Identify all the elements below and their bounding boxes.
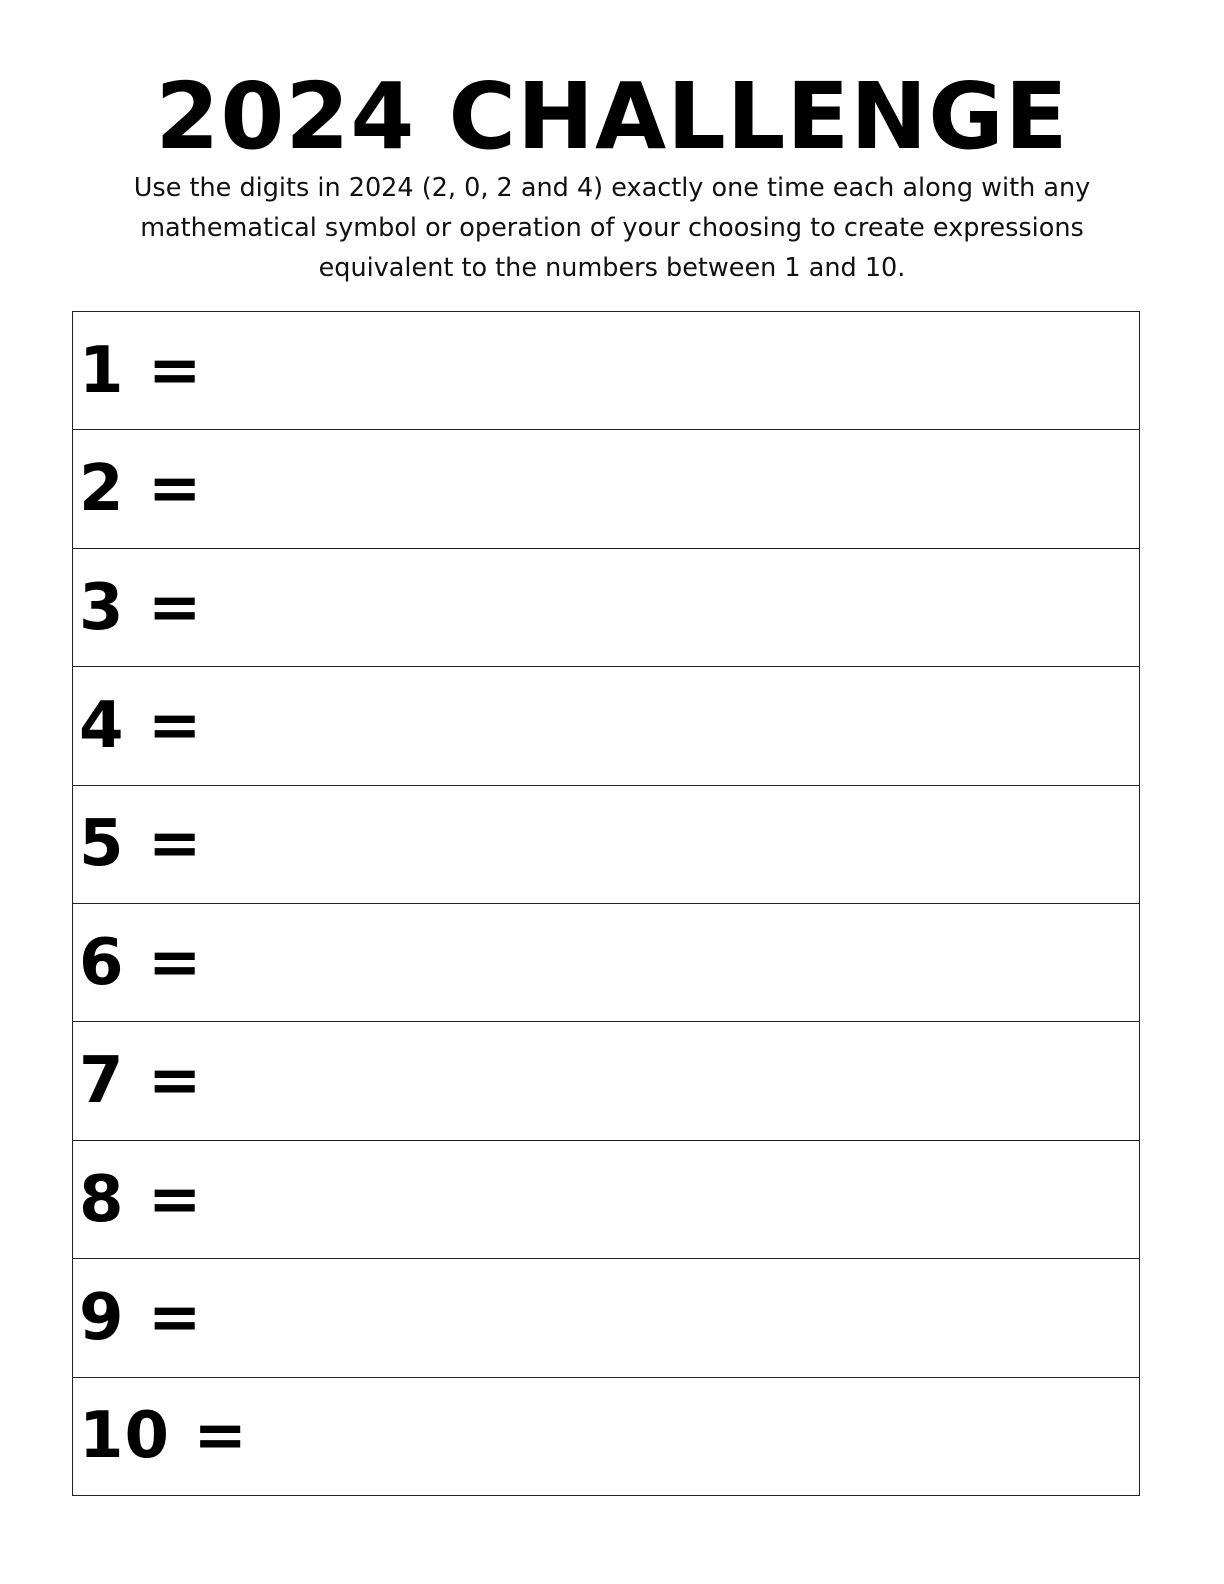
- row-label: 6 =: [79, 925, 203, 1000]
- row-label: 10 =: [79, 1399, 248, 1474]
- answer-field[interactable]: [202, 430, 1139, 547]
- row-label: 4 =: [79, 688, 203, 763]
- row-label: 2 =: [79, 452, 203, 527]
- row-label: 9 =: [79, 1280, 203, 1355]
- row-label: 5 =: [79, 807, 203, 882]
- row-label: 8 =: [79, 1162, 203, 1237]
- answer-field[interactable]: [248, 1378, 1139, 1495]
- answer-row-4: [73, 667, 1139, 785]
- answer-field[interactable]: [202, 904, 1139, 1021]
- answer-field[interactable]: [202, 667, 1139, 784]
- answer-field[interactable]: [202, 549, 1139, 666]
- answer-row-9: [73, 1259, 1139, 1377]
- answer-row-6: [73, 904, 1139, 1022]
- answer-field[interactable]: [202, 1141, 1139, 1258]
- answer-row-8: [73, 1141, 1139, 1259]
- row-label: 7 =: [79, 1044, 203, 1119]
- answer-row-1: [73, 312, 1139, 430]
- answer-row-10: [73, 1378, 1139, 1495]
- answer-row-3: [73, 549, 1139, 667]
- instructions-text: Use the digits in 2024 (2, 0, 2 and 4) exactly one time each along with any mathematical symbol or operation of your choosing to create expressions equivalent to the numbers between 1 and 10.: [133, 173, 1091, 283]
- answer-field[interactable]: [202, 786, 1139, 903]
- row-label: 1 =: [79, 333, 203, 408]
- answer-table: [72, 311, 1140, 1496]
- row-label: 3 =: [79, 570, 203, 645]
- answer-row-2: [73, 430, 1139, 548]
- answer-field[interactable]: [202, 1259, 1139, 1376]
- page-title: 2024 CHALLENGE: [155, 63, 1069, 170]
- answer-row-7: [73, 1022, 1139, 1140]
- answer-row-5: [73, 786, 1139, 904]
- answer-field[interactable]: [202, 1022, 1139, 1139]
- answer-field[interactable]: [202, 312, 1139, 429]
